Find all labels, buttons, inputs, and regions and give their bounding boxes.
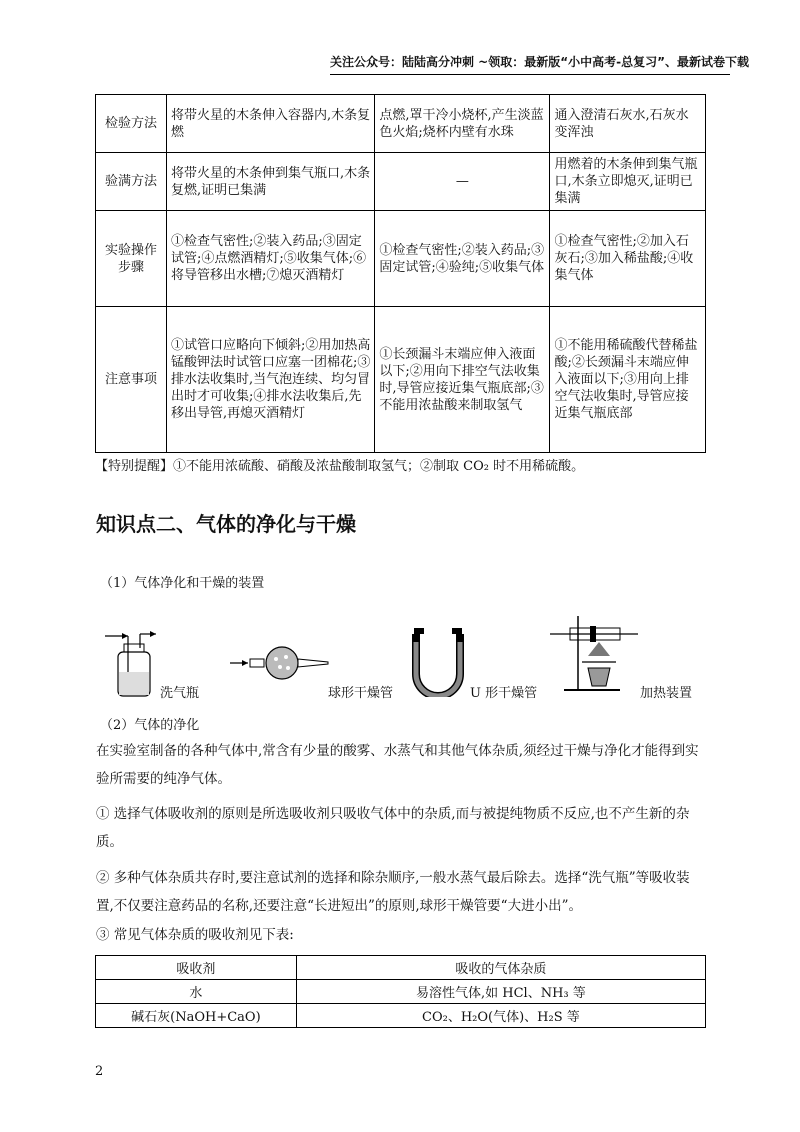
row-header: 验满方法 <box>96 153 167 211</box>
table-row <box>96 1004 706 1028</box>
table-cell: 用燃着的木条伸到集气瓶口,木条立即熄灭,证明已集满 <box>550 153 706 211</box>
table-cell: ①试管口应略向下倾斜;②用加热高锰酸钾法时试管口应塞一团棉花;③排水法收集时,当气泡连续、均匀冒出时才可收集;④排水法收集后,先移出导管,再熄灭酒精灯 <box>166 307 374 453</box>
table-cell: 点燃,罩干冷小烧杯,产生淡蓝色火焰;烧杯内壁有水珠 <box>375 95 550 153</box>
row-header: 检验方法 <box>96 95 167 153</box>
table-cell: 将带火星的木条伸到集气瓶口,木条复燃,证明已集满 <box>166 153 374 211</box>
table-cell: 碱石灰(NaOH+CaO) <box>96 1004 297 1028</box>
paragraph: ③ 常见气体杂质的吸收剂见下表: <box>96 927 294 943</box>
spherical-drying-tube-icon <box>230 635 330 685</box>
subheading-apparatus: （1）气体净化和干燥的装置 <box>100 576 265 591</box>
table-row <box>96 211 706 307</box>
row-header: 注意事项 <box>96 307 167 453</box>
table-cell: ①检查气密性;②装入药品;③固定试管;④点燃酒精灯;⑤收集气体;⑥将导管移出水槽;⑦熄灭酒精灯 <box>166 211 374 307</box>
table-cell: — <box>375 153 550 211</box>
apparatus-label: U 形干燥管 <box>470 686 538 701</box>
page-number: 2 <box>95 1064 104 1079</box>
column-header: 吸收的气体杂质 <box>296 956 705 980</box>
table-row <box>96 95 706 153</box>
gas-preparation-table <box>95 94 706 453</box>
gas-washing-bottle-icon <box>100 620 160 700</box>
special-reminder: 【特别提醒】①不能用浓硫酸、硝酸及浓盐酸制取氢气；②制取 CO₂ 时不用稀硫酸。 <box>95 459 585 474</box>
table-cell: 水 <box>96 980 297 1004</box>
table-header-row <box>96 956 706 980</box>
table-row <box>96 307 706 453</box>
table-cell: ①长颈漏斗末端应伸入液面以下;②用向下排空气法收集时,导管应接近集气瓶底部;③不能用浓盐酸来制取氢气 <box>375 307 550 453</box>
paragraph: 在实验室制备的各种气体中,常含有少量的酸雾、水蒸气和其他气体杂质,须经过干燥与净化才能得到实验所需要的纯净气体。 <box>96 743 699 787</box>
u-drying-tube-icon <box>408 622 468 697</box>
paragraph: ① 选择气体吸收剂的原则是所选吸收剂只吸收气体中的杂质,而与被提纯物质不反应,也不产生新的杂质。 <box>96 806 690 850</box>
paragraph: ② 多种气体杂质共存时,要注意试剂的选择和除杂顺序,一般水蒸气最后除去。选择“洗气瓶”等吸收装置,不仅要注意药品的名称,还要注意“长进短出”的原则,球形干燥管要“大进小出”。 <box>96 870 690 914</box>
table-cell: 通入澄清石灰水,石灰水变浑浊 <box>550 95 706 153</box>
apparatus-figure <box>100 620 700 705</box>
table-cell: 易溶性气体,如 HCl、NH₃ 等 <box>296 980 705 1004</box>
heating-apparatus-icon <box>550 612 640 702</box>
table-cell: 将带火星的木条伸入容器内,木条复燃 <box>166 95 374 153</box>
apparatus-label: 加热装置 <box>640 686 693 701</box>
table-row <box>96 153 706 211</box>
table-cell: CO₂、H₂O(气体)、H₂S 等 <box>296 1004 705 1028</box>
table-cell: ①检查气密性;②装入药品;③固定试管;④验纯;⑤收集气体 <box>375 211 550 307</box>
apparatus-label: 洗气瓶 <box>160 686 200 701</box>
apparatus-label: 球形干燥管 <box>328 686 394 701</box>
table-cell: ①不能用稀硫酸代替稀盐酸;②长颈漏斗末端应伸入液面以下;③用向上排空气法收集时,导管应接近集气瓶底部 <box>550 307 706 453</box>
table-row <box>96 980 706 1004</box>
column-header: 吸收剂 <box>96 956 297 980</box>
page-header: 关注公众号：陆陆高分冲刺 ~领取：最新版“小中高考-总复习”、最新试卷下载 <box>330 50 730 75</box>
subheading-purification: （2）气体的净化 <box>100 718 200 733</box>
row-header: 实验操作步骤 <box>96 211 167 307</box>
section-title: 知识点二、气体的净化与干燥 <box>96 512 356 536</box>
table-cell: ①检查气密性;②加入石灰石;③加入稀盐酸;④收集气体 <box>550 211 706 307</box>
absorbent-table <box>95 955 706 1028</box>
